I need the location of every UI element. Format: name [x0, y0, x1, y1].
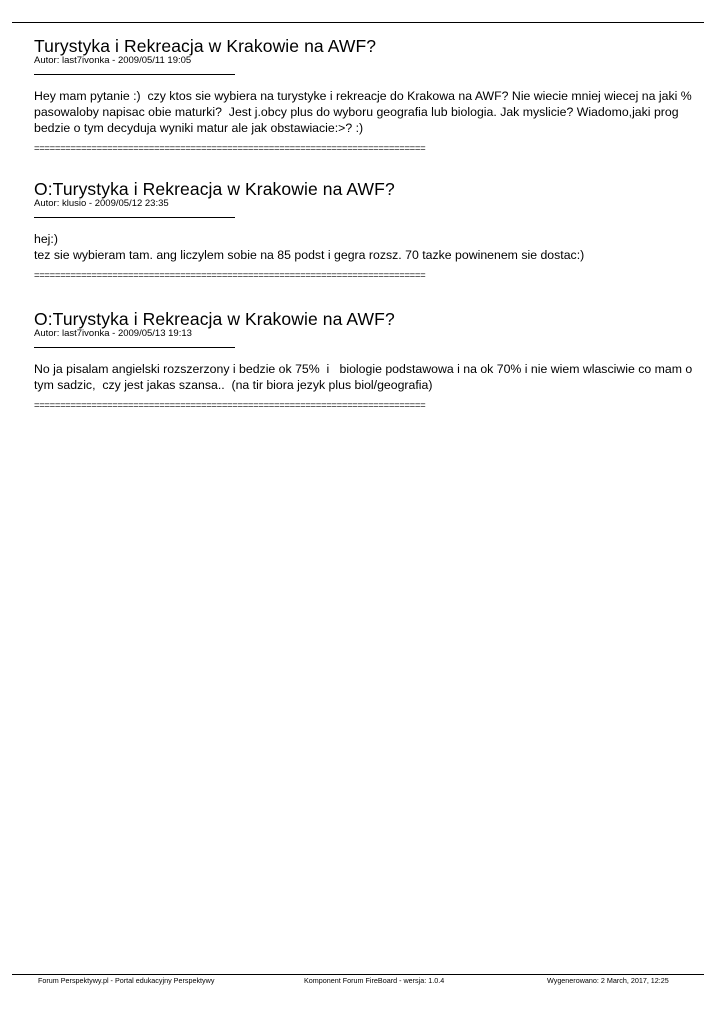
post-author-date: Autor: klusio - 2009/05/12 23:35 [34, 198, 169, 209]
forum-post [34, 37, 694, 154]
meta-divider [34, 347, 235, 348]
footer-portal-name: Forum Perspektywy.pl - Portal edukacyjny Perspektywy [38, 976, 215, 985]
post-author-date: Autor: last7ivonka - 2009/05/13 19:13 [34, 328, 192, 339]
forum-post [34, 180, 694, 281]
meta-divider [34, 74, 235, 75]
post-separator: =========================================================================== [34, 271, 426, 281]
post-separator: =========================================================================== [34, 144, 426, 154]
post-title: Turystyka i Rekreacja w Krakowie na AWF? [34, 36, 377, 56]
post-body: No ja pisalam angielski rozszerzony i bedzie ok 75% i biologie podstawowa i na ok 70% i nie wiem wlasciwie co mam o tym sadzic, czy jest jakas szansa.. (na tir biora jezyk plus biol/geografia) [34, 362, 696, 392]
post-body: Hey mam pytanie :) czy ktos sie wybiera na turystyke i rekreacje do Krakowa na AWF? Nie wiecie mniej wiecej na jaki % pasowaloby napisac obie maturki? Jest j.obcy plus do wyboru geografia lub biologia. Jak myslicie? Wiadomo,jaki prog bedzie o tym decyduja wyniki matur ale jak obstawiacie:>? :) [34, 89, 696, 135]
post-title: O:Turystyka i Rekreacja w Krakowie na AWF? [34, 309, 395, 329]
forum-post [34, 310, 694, 411]
post-title: O:Turystyka i Rekreacja w Krakowie na AWF? [34, 179, 395, 199]
footer-component-version: Komponent Forum FireBoard - wersja: 1.0.4 [304, 976, 445, 985]
footer-divider [12, 974, 704, 975]
post-separator: =========================================================================== [34, 401, 426, 411]
post-author-date: Autor: last7ivonka - 2009/05/11 19:05 [34, 55, 192, 66]
footer-generated-date: Wygenerowano: 2 March, 2017, 12:25 [547, 976, 669, 985]
top-divider [12, 22, 704, 23]
post-body: hej:) tez sie wybieram tam. ang liczylem sobie na 85 podst i gegra rozsz. 70 tazke powinenem sie dostac:) [34, 232, 585, 262]
meta-divider [34, 217, 235, 218]
